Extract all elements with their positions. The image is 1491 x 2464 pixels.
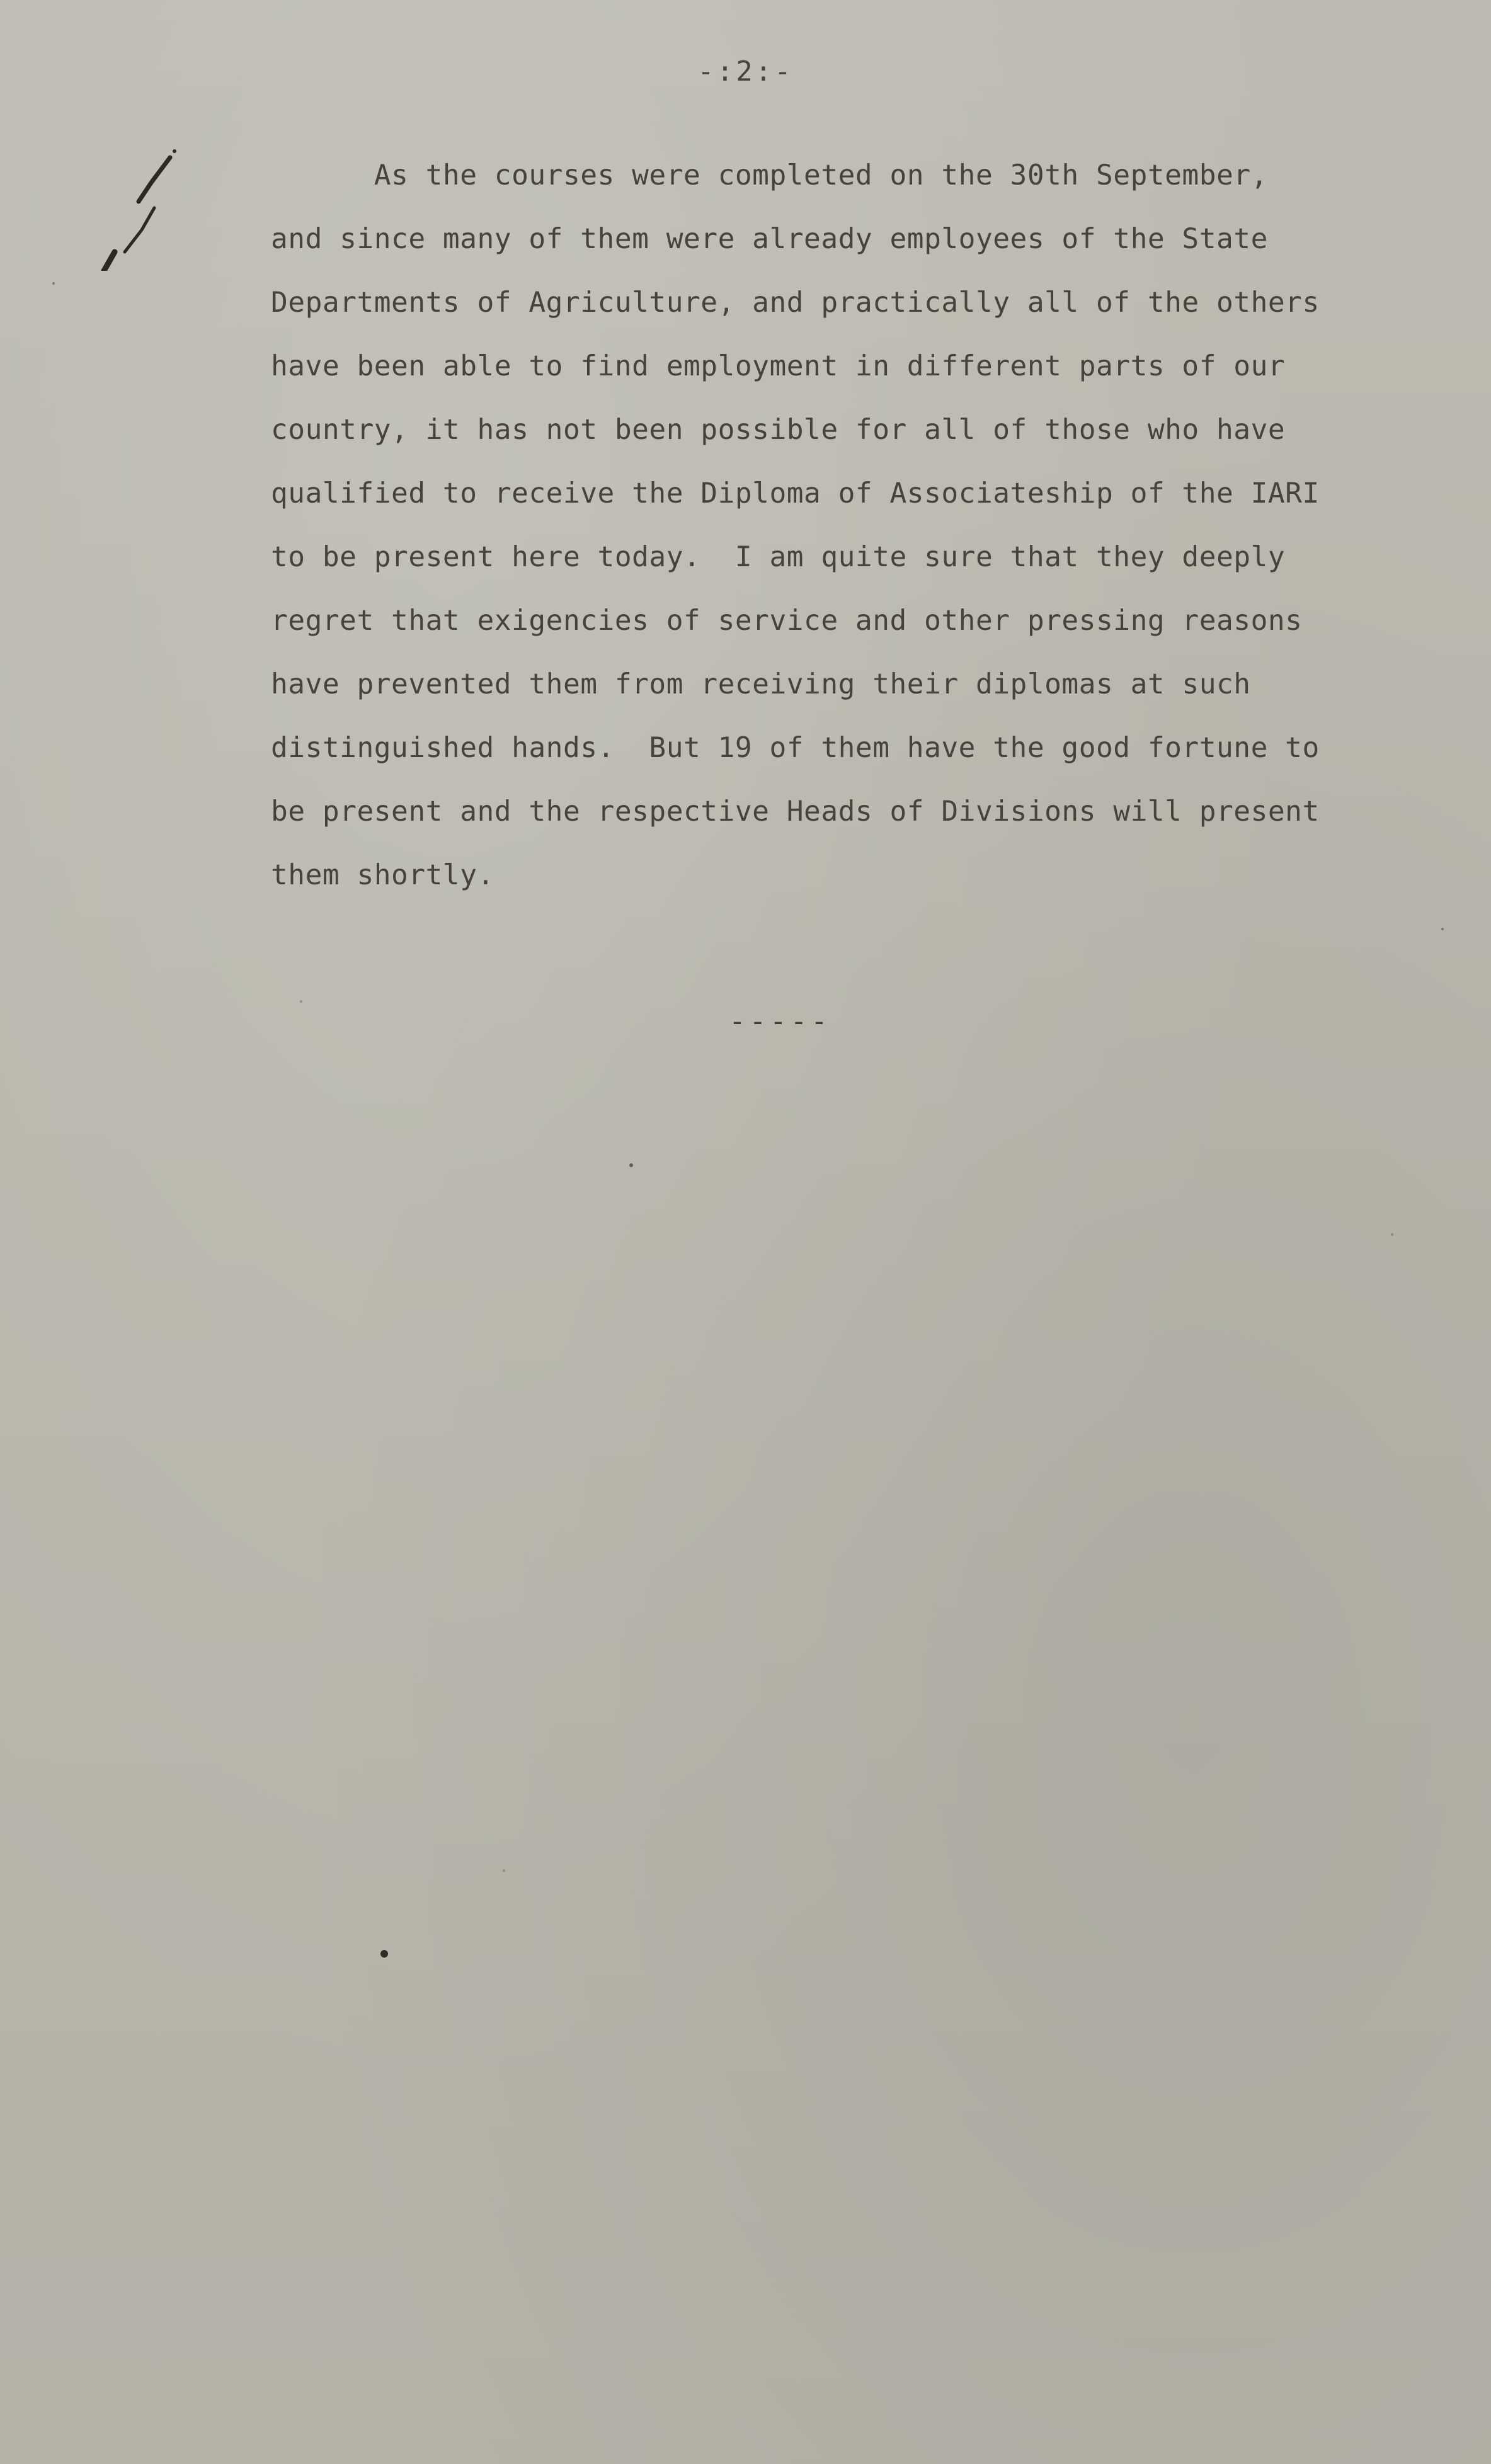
- paragraph-line: qualified to receive the Diploma of Associateship of the IARI: [271, 477, 1320, 510]
- body-paragraph: [271, 144, 1430, 907]
- paragraph-line: and since many of them were already employees of the State: [271, 223, 1268, 255]
- end-rule: -----: [729, 1005, 831, 1037]
- paragraph-line: have prevented them from receiving their diplomas at such: [271, 668, 1251, 700]
- paragraph-line: regret that exigencies of service and other pressing reasons: [271, 605, 1303, 637]
- paragraph-line: Departments of Agriculture, and practically all of the others: [271, 287, 1320, 319]
- page-number: -:2:-: [697, 55, 794, 88]
- paragraph-line: country, it has not been possible for all of those who have: [271, 414, 1286, 446]
- paragraph-line: As the courses were completed on the 30th September,: [271, 159, 1268, 191]
- paragraph-line: have been able to find employment in different parts of our: [271, 350, 1286, 382]
- paragraph-line: to be present here today. I am quite sure that they deeply: [271, 541, 1286, 573]
- paragraph-line: distinguished hands. But 19 of them have the good fortune to: [271, 732, 1320, 764]
- paragraph-line: be present and the respective Heads of Divisions will present: [271, 796, 1320, 828]
- paragraph-line: them shortly.: [271, 859, 494, 891]
- pencil-mark-icon: [44, 107, 195, 271]
